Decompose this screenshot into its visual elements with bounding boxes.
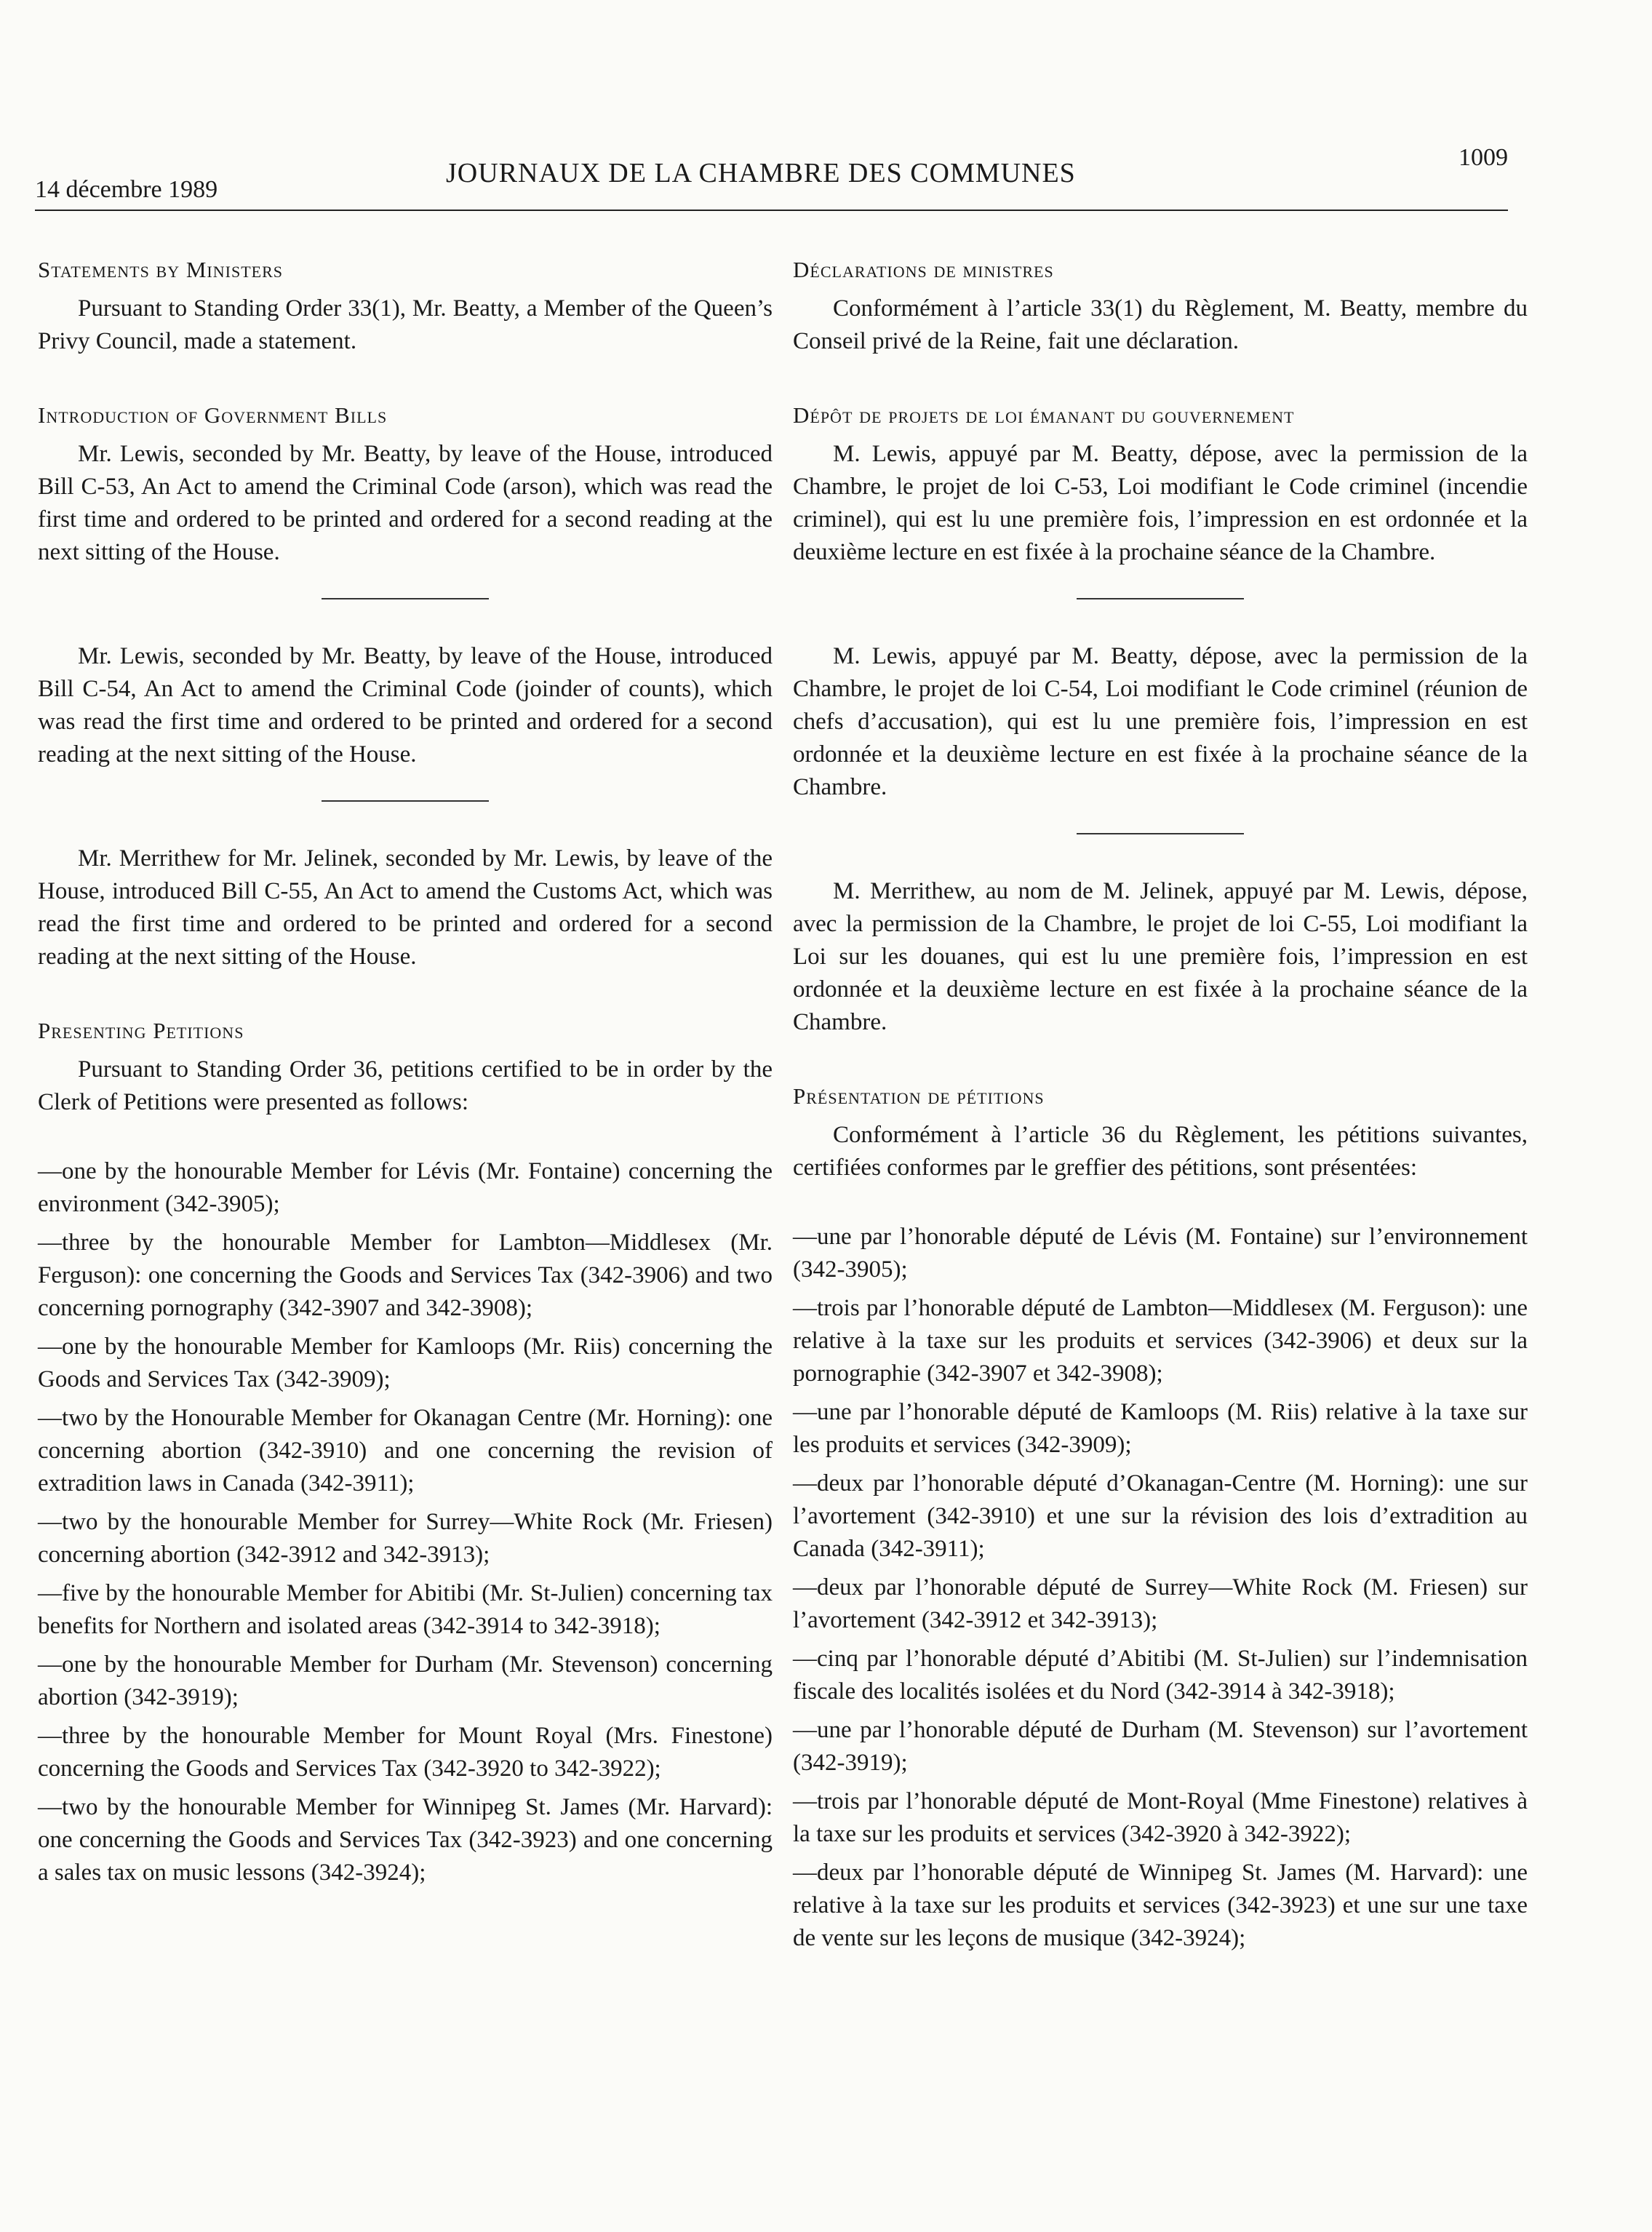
page-number: 1009	[1459, 144, 1508, 171]
english-column	[38, 255, 773, 1895]
statements-text: Pursuant to Standing Order 33(1), Mr. Beatty, a Member of the Queen’s Privy Council, made a statement.	[38, 295, 773, 354]
bill-paragraph: Mr. Lewis, seconded by Mr. Beatty, by leave of the House, introduced Bill C-53, An Act to amend the Criminal Code (arson), which was read the first time and ordered to be printed and ordered for a second reading at the next sitting of the House.	[38, 441, 773, 565]
french-column	[793, 255, 1528, 1961]
petition-item: —trois par l’honorable député de Lambton—Middlesex (M. Ferguson): une relative à la taxe sur les produits et services (342-3906) et deux sur la pornographie (342-3907 et 342-3908);	[793, 1295, 1528, 1387]
bills-section	[793, 400, 1528, 1039]
petition-item: —deux par l’honorable député de Winnipeg St. James (M. Harvard): une relative à la taxe sur les produits et services (342-3923) et une sur une taxe de vente sur les leçons de musique (342-3924);	[793, 1860, 1528, 1951]
petition-item: —three by the honourable Member for Mount Royal (Mrs. Finestone) concerning the Goods and Services Tax (342-3920 to 342-3922);	[38, 1723, 773, 1782]
petitions-section	[38, 1016, 773, 1889]
petition-item: —five by the honourable Member for Abitibi (Mr. St-Julien) concerning tax benefits for Northern and isolated areas (342-3914 to 342-3918);	[38, 1580, 773, 1639]
petitions-intro: Pursuant to Standing Order 36, petitions certified to be in order by the Clerk of Petitions were presented as follows:	[38, 1056, 773, 1115]
header-rule	[35, 210, 1508, 211]
petitions-section	[793, 1081, 1528, 1955]
section-heading: Statements by Ministers	[38, 257, 283, 282]
statements-section	[793, 255, 1528, 358]
section-heading: Présentation de pétitions	[793, 1083, 1045, 1109]
section-heading: Presenting Petitions	[38, 1018, 244, 1043]
header-title: JOURNAUX DE LA CHAMBRE DES COMMUNES	[446, 158, 1076, 188]
petition-item: —une par l’honorable député de Kamloops (M. Riis) relative à la taxe sur les produits et services (342-3909);	[793, 1399, 1528, 1458]
petition-item: —three by the honourable Member for Lambton—Middlesex (Mr. Ferguson): one concerning the Goods and Services Tax (342-3906) and two concerning pornography (342-3907 and 342-3908);	[38, 1229, 773, 1321]
petition-item: —two by the Honourable Member for Okanagan Centre (Mr. Horning): one concerning abortion (342-3910) and one concerning the revision of extradition laws in Canada (342-3911);	[38, 1405, 773, 1496]
petition-item: —deux par l’honorable député de Surrey—White Rock (M. Friesen) sur l’avortement (342-3912 et 342-3913);	[793, 1574, 1528, 1633]
bill-paragraph: Mr. Merrithew for Mr. Jelinek, seconded by Mr. Lewis, by leave of the House, introduced Bill C-55, An Act to amend the Customs Act, which was read the first time and ordered to be printed and ordered for a second reading at the next sitting of the House.	[38, 845, 773, 970]
section-heading: Dépôt de projets de loi émanant du gouvernement	[793, 402, 1295, 428]
petition-item: —une par l’honorable député de Lévis (M. Fontaine) sur l’environnement (342-3905);	[793, 1224, 1528, 1283]
petition-item: —one by the honourable Member for Lévis (Mr. Fontaine) concerning the environment (342-3905);	[38, 1158, 773, 1217]
bills-section	[38, 400, 773, 973]
petition-item: —cinq par l’honorable député d’Abitibi (M. St-Julien) sur l’indemnisation fiscale des localités isolées et du Nord (342-3914 à 342-3918);	[793, 1646, 1528, 1705]
separator-rule	[322, 800, 489, 802]
bill-paragraph: M. Lewis, appuyé par M. Beatty, dépose, avec la permission de la Chambre, le projet de loi C-53, Loi modifiant le Code criminel (incendie criminel), qui est lu une première fois, l’impression en est ordonnée et la deuxième lecture en est fixée à la prochaine séance de la Chambre.	[793, 441, 1528, 565]
bill-paragraph: M. Lewis, appuyé par M. Beatty, dépose, avec la permission de la Chambre, le projet de loi C-54, Loi modifiant le Code criminel (réunion de chefs d’accusation), qui est lu une première fois, l’impression en est ordonnée et la deuxième lecture en est fixée à la prochaine séance de la Chambre.	[793, 643, 1528, 800]
petition-item: —une par l’honorable député de Durham (M. Stevenson) sur l’avortement (342-3919);	[793, 1717, 1528, 1776]
separator-rule	[1077, 598, 1244, 599]
petitions-intro: Conformément à l’article 36 du Règlement, les pétitions suivantes, certifiées conformes par le greffier des pétitions, sont présentées:	[793, 1122, 1528, 1181]
statements-text: Conformément à l’article 33(1) du Règlement, M. Beatty, membre du Conseil privé de la Reine, fait une déclaration.	[793, 295, 1528, 354]
page-header	[35, 144, 1508, 218]
petition-item: —one by the honourable Member for Durham (Mr. Stevenson) concerning abortion (342-3919);	[38, 1651, 773, 1710]
bill-paragraph: M. Merrithew, au nom de M. Jelinek, appuyé par M. Lewis, dépose, avec la permission de la Chambre, le projet de loi C-55, Loi modifiant la Loi sur les douanes, qui est lu une première fois, l’impression en est ordonnée et la deuxième lecture en est fixée à la prochaine séance de la Chambre.	[793, 878, 1528, 1035]
bill-paragraph: Mr. Lewis, seconded by Mr. Beatty, by leave of the House, introduced Bill C-54, An Act to amend the Criminal Code (joinder of counts), which was read the first time and ordered to be printed and ordered for a second reading at the next sitting of the House.	[38, 643, 773, 768]
petition-item: —deux par l’honorable député d’Okanagan-Centre (M. Horning): une sur l’avortement (342-3910) et une sur la révision des lois d’extradition au Canada (342-3911);	[793, 1470, 1528, 1562]
section-heading: Déclarations de ministres	[793, 257, 1054, 282]
separator-rule	[322, 598, 489, 599]
separator-rule	[1077, 833, 1244, 834]
header-date: 14 décembre 1989	[35, 176, 218, 203]
statements-section	[38, 255, 773, 358]
petition-item: —one by the honourable Member for Kamloops (Mr. Riis) concerning the Goods and Services Tax (342-3909);	[38, 1334, 773, 1392]
petition-item: —trois par l’honorable député de Mont-Royal (Mme Finestone) relatives à la taxe sur les produits et services (342-3920 à 342-3922);	[793, 1788, 1528, 1847]
section-heading: Introduction of Government Bills	[38, 402, 388, 428]
petition-item: —two by the honourable Member for Surrey—White Rock (Mr. Friesen) concerning abortion (342-3912 and 342-3913);	[38, 1509, 773, 1568]
petition-item: —two by the honourable Member for Winnipeg St. James (Mr. Harvard): one concerning the Goods and Services Tax (342-3923) and one concerning a sales tax on music lessons (342-3924);	[38, 1794, 773, 1886]
